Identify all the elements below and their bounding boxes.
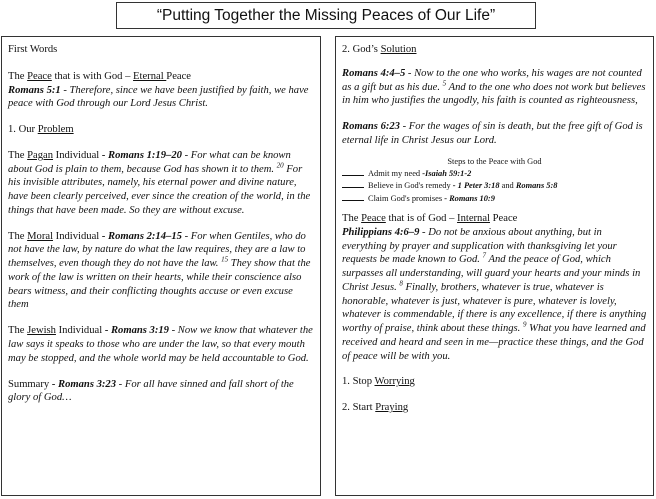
verse-ref: - Romans 2:14–15 — [101, 230, 182, 242]
jewish-word: Jewish — [27, 325, 56, 337]
text: The — [8, 325, 28, 337]
romans-6-23-verse — [342, 120, 647, 148]
step-text: and — [499, 181, 516, 191]
verse-text: - For the wages of sin is death, but the free gift of God is eternal life in Christ Jesus our Lord. — [342, 121, 643, 146]
verse-ref: Romans 5:1 — [8, 84, 61, 96]
text: The — [8, 149, 28, 161]
verse-ref: Romans 6:23 — [342, 121, 400, 133]
verse-number: 8 — [399, 279, 403, 288]
text: 1. Stop — [342, 376, 375, 388]
step-blank-line — [342, 192, 364, 201]
praying-word: Praying — [375, 402, 409, 414]
step-text: Admit my need — [368, 168, 423, 178]
pagan-individual-section — [8, 149, 314, 218]
verse-ref: Philippians 4:6–9 — [342, 226, 420, 238]
verse-ref: - Romans 3:19 — [104, 325, 169, 337]
verse-text: And the peace of God, which surpasses all understanding, will guard your hearts and your minds in Christ Jesus. — [342, 254, 641, 293]
text: that is with God – — [51, 70, 134, 82]
first-words-heading: First Words — [8, 44, 58, 55]
step-text: Believe in God's remedy — [368, 181, 453, 191]
start-praying-item — [342, 401, 647, 415]
steps-title: Steps to the Peace with God — [447, 156, 542, 166]
verse-text: They show that the work of the law is written on their hearts, while their conscience also bears witness, and their conflicting thoughts accuse or even excuse them — [8, 258, 311, 311]
verse-text: Finally, brothers, whatever is true, whatever is honorable, whatever is just, whatever is pure, whatever is lovely, whatever is commendable, if there is any excellence, if there is anything worthy of praise, think about these things. — [342, 281, 647, 335]
summary-section — [8, 378, 314, 406]
verse-text: For his invisible attributes, namely, his eternal power and divine nature, have been clearly perceived, ever since the creation of the world, in the things that have been made. So they are without excuse. — [8, 163, 311, 216]
verse-number: 20 — [276, 161, 284, 170]
text: 2. Start — [342, 402, 376, 414]
step-ref: - 1 Peter 3:18 — [452, 181, 500, 191]
verse-text: - Now to the one who works, his wages are not counted as a gift but as his due. — [342, 67, 642, 93]
text: The — [342, 212, 362, 224]
summary-label: Summary — [8, 378, 52, 390]
step-admit — [342, 167, 647, 179]
text: Individual — [55, 325, 105, 337]
peace-with-god-heading — [8, 70, 314, 84]
step-ref: - Romans 10:9 — [444, 193, 495, 203]
text: 2. God’s — [342, 44, 381, 55]
step-blank-line — [342, 179, 364, 188]
philippians-4-6-verse — [342, 226, 647, 364]
verse-number: 15 — [221, 255, 229, 264]
eternal-word: Eternal — [133, 70, 167, 82]
verse-ref: - Romans 3:23 — [51, 378, 117, 390]
our-problem-heading — [8, 123, 314, 137]
gods-solution-heading — [342, 43, 647, 57]
verse-text: - For when Gentiles, who do not have the law, by nature do what the law requires, they are a law to themselves, even though they do not have the law. — [8, 230, 306, 270]
peace-of-god-heading — [342, 212, 647, 226]
verse-text: - Therefore, since we have been justified by faith, we have peace with God through our Lord Jesus Christ. — [8, 84, 309, 110]
left-column — [1, 36, 321, 496]
text: Individual — [53, 230, 102, 242]
step-ref: -Isaiah 59:1-2 — [422, 168, 472, 178]
verse-number: 7 — [482, 251, 487, 260]
verse-text: - Now we know that whatever the law says it speaks to those who are under the law, so that every mouth may be stopped, and the whole world may be held accountable to God. — [8, 325, 313, 364]
text: The — [8, 230, 28, 242]
text: The — [8, 70, 28, 82]
pagan-word: Pagan — [27, 149, 54, 161]
verse-ref: Romans 4:4–5 — [342, 67, 406, 79]
moral-individual-section — [8, 230, 314, 313]
step-claim — [342, 192, 647, 204]
peace-word: Peace — [361, 212, 386, 224]
text: 1. Our — [8, 124, 38, 136]
stop-worrying-item — [342, 375, 647, 389]
jewish-individual-section — [8, 324, 314, 365]
worrying-word: Worrying — [374, 376, 415, 388]
step-blank-line — [342, 167, 364, 176]
step-believe — [342, 179, 647, 191]
verse-text: What you have learned and received and heard and seen in me—practice these things, and the God of peace will be with you. — [342, 323, 646, 362]
verse-text: - Do not be anxious about anything, but in everything by prayer and supplication with thanksgiving let your requests be made known to God. — [342, 226, 617, 266]
step-ref: Romans 5:8 — [515, 181, 558, 191]
verse-number: 5 — [442, 79, 447, 87]
romans-4-4-verse — [342, 67, 647, 108]
text: Peace — [166, 70, 191, 82]
step-text: Claim God's promises — [368, 193, 445, 203]
text: that is of God – — [385, 212, 458, 224]
verse-number: 9 — [522, 320, 527, 329]
steps-to-peace — [342, 156, 647, 204]
problem-word: Problem — [37, 124, 74, 136]
page-title: “Putting Together the Missing Peaces of Our Life” — [116, 2, 536, 29]
text: Individual — [53, 149, 102, 161]
moral-word: Moral — [27, 230, 54, 242]
peace-word: Peace — [27, 70, 52, 82]
romans-5-1-verse — [8, 84, 314, 112]
verse-text: - For what can be known about God is plain to them, because God has shown it to them. — [8, 149, 291, 175]
text: Peace — [490, 212, 518, 224]
solution-word: Solution — [380, 44, 417, 55]
verse-ref: - Romans 1:19–20 — [101, 149, 182, 161]
right-column — [335, 36, 654, 496]
internal-word: Internal — [457, 212, 490, 224]
verse-text: And to the one who does not work but believes in him who justifies the ungodly, his faith is counted as righteousness, — [342, 81, 646, 107]
verse-text: - For all have sinned and fall short of the glory of God… — [8, 378, 294, 404]
